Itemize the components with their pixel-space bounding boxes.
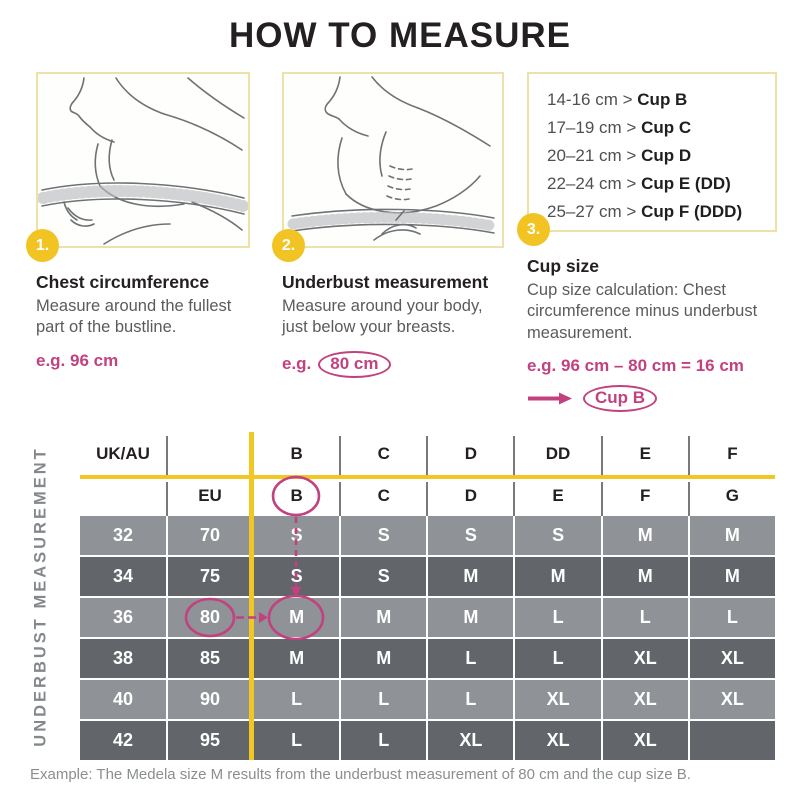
cup-range: 20–21 cm [547,146,622,165]
header-ukau-cup-f: F [690,432,775,476]
cup-chart-row [547,170,775,198]
cup-separator: > [626,202,637,221]
cup-range: 14-16 cm [547,90,618,109]
header-ukau-cup-c: C [341,432,426,476]
header-ukau-cup-b: B [254,432,339,476]
cup-label: Cup B [637,90,688,109]
table-cell: L [428,680,513,719]
step-3-result-row [527,385,777,412]
header-eu-cup-d: D [428,478,513,514]
table-cell: S [341,516,426,555]
cup-range: 25–27 cm [547,202,622,221]
table-cell: L [690,598,775,637]
header-eu-cup-e: E [515,478,600,514]
step-3-example: e.g. 96 cm – 80 cm = 16 cm [527,356,744,376]
table-cell: 36 [80,598,166,637]
step-3-description: Cup size calculation: Chest circumference minus underbust measurement. [527,281,758,342]
table-cell: M [690,516,775,555]
table-cell: XL [603,680,688,719]
header-blank [80,478,166,514]
step-1-example: e.g. 96 cm [36,350,119,370]
table-cell: 42 [80,721,166,760]
cup-chart-row [547,142,775,170]
step-1-description: Measure around the fullest part of the bustline. [36,297,232,337]
table-cell [690,721,775,760]
table-cell: M [428,598,513,637]
table-cell: L [603,598,688,637]
table-cell: XL [428,721,513,760]
table-cell: S [515,516,600,555]
cup-label: Cup F (DDD) [641,202,743,221]
step-2-example [282,351,504,378]
table-cell: M [341,598,426,637]
table-cell: L [254,680,339,719]
table-cell: L [254,721,339,760]
table-cell: S [341,557,426,596]
header-ukau: UK/AU [80,432,166,476]
table-cell: 90 [168,680,252,719]
header-ukau-cup-dd: DD [515,432,600,476]
step-1-badge: 1. [26,229,59,262]
header-eu: EU [168,478,252,514]
table-yellow-vertical-line [249,432,254,760]
chest-measure-illustration-box [35,72,250,254]
table-cell: 38 [80,639,166,678]
step-2-description: Measure around your body, just below your breasts. [282,297,483,337]
step-3-heading: Cup size [527,256,599,276]
table-cell: L [341,721,426,760]
table-cell: M [603,557,688,596]
table-cell: 75 [168,557,252,596]
table-cell: XL [515,721,600,760]
underbust-measurement-axis-label: UNDERBUST MEASUREMENT [31,445,50,747]
cup-range: 17–19 cm [547,118,622,137]
table-cell: 32 [80,516,166,555]
size-table [80,432,775,760]
underbust-measure-illustration [284,74,502,246]
table-cell: S [428,516,513,555]
table-cell: S [254,516,339,555]
table-cell-circled-m: M [254,598,339,637]
cup-separator: > [626,118,637,137]
table-cell-circled-80: 80 [168,598,252,637]
table-cell: 40 [80,680,166,719]
header-blank [168,432,252,476]
table-cell: L [515,598,600,637]
step-2-column [282,72,504,378]
cup-separator: > [626,146,637,165]
page-title: HOW TO MEASURE [229,16,571,55]
cup-label: Cup D [641,146,692,165]
table-cell: S [254,557,339,596]
chest-measure-illustration [38,74,248,246]
table-cell: M [690,557,775,596]
table-cell: M [341,639,426,678]
table-cell: XL [515,680,600,719]
header-eu-cup-g: G [690,478,775,514]
header-ukau-cup-d: D [428,432,513,476]
table-cell: 95 [168,721,252,760]
table-cell: L [515,639,600,678]
cup-separator: > [626,174,637,193]
cup-label: Cup C [641,118,692,137]
header-eu-cup-b: B [254,478,339,514]
header-ukau-cup-e: E [603,432,688,476]
cup-label: Cup E (DD) [641,174,731,193]
table-cell: XL [690,639,775,678]
table-cell: 85 [168,639,252,678]
cup-chart-row [547,198,775,226]
table-cell: L [428,639,513,678]
circled-cup-b: Cup B [583,385,657,412]
header-eu-cup-f: F [603,478,688,514]
step-1-heading: Chest circumference [36,272,210,292]
table-cell: M [428,557,513,596]
circled-80cm: 80 cm [318,351,390,378]
step-2-badge: 2. [272,229,305,262]
underbust-measure-illustration-box [281,72,504,254]
step-2-example-prefix: e.g. [282,354,312,374]
cup-size-chart-box [526,72,777,238]
step-2-heading: Underbust measurement [282,272,489,292]
table-cell: XL [690,680,775,719]
cup-separator: > [622,90,633,109]
table-cell: M [603,516,688,555]
step-1-column [36,72,250,371]
step-3-column [527,72,777,412]
table-cell: M [254,639,339,678]
footer-example-text: Example: The Medela size M results from the underbust measurement of 80 cm and the cup size B. [30,766,691,783]
cup-chart-row [547,114,775,142]
table-cell: L [341,680,426,719]
cup-chart-row [547,86,775,114]
table-cell: 34 [80,557,166,596]
table-cell: M [515,557,600,596]
table-cell: XL [603,639,688,678]
cup-range: 22–24 cm [547,174,622,193]
header-eu-cup-c: C [341,478,426,514]
table-cell: XL [603,721,688,760]
right-arrow-icon [527,391,573,406]
table-cell: 70 [168,516,252,555]
step-3-badge: 3. [517,213,550,246]
table-yellow-horizontal-line [80,475,775,479]
size-grid [80,432,775,760]
